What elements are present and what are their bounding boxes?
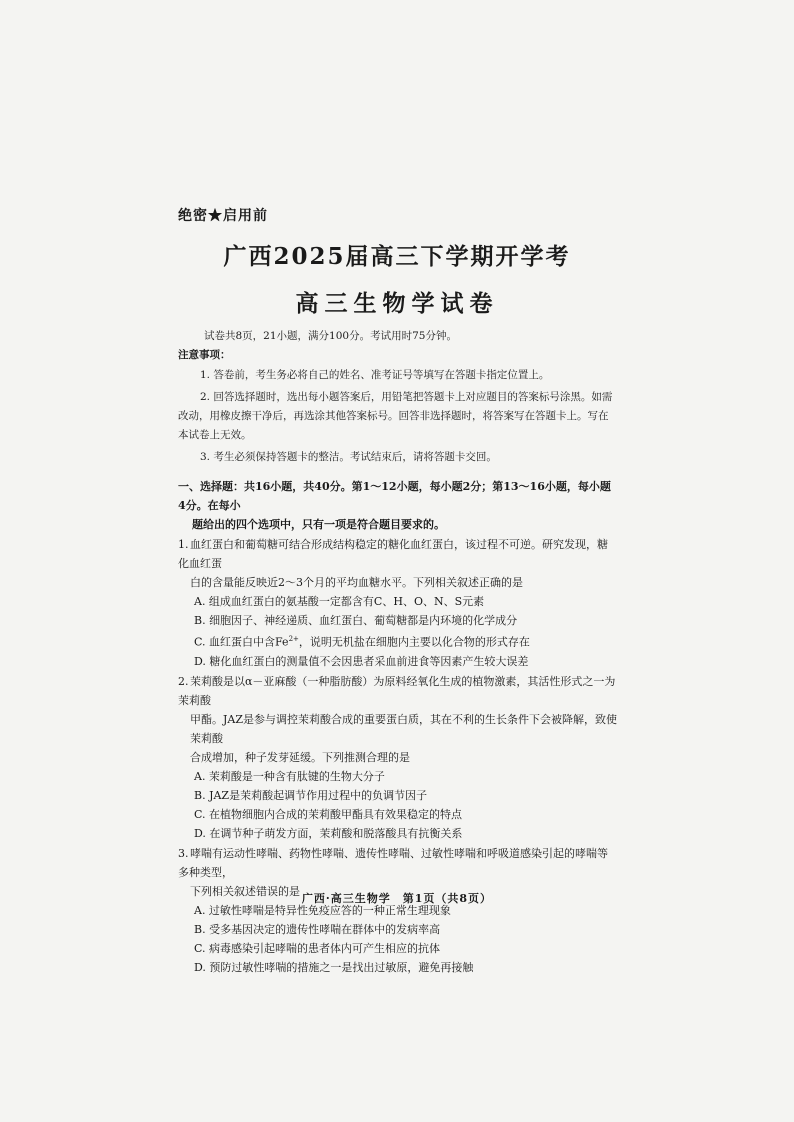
stem-line: 血红蛋白和葡萄糖可结合形成结构稳定的糖化血红蛋白，该过程不可逆。研究发现，糖化血红蛋 <box>178 538 608 570</box>
question-3 <box>178 844 618 977</box>
exam-title: 广西2025届高三下学期开学考 <box>223 243 571 270</box>
option-b: B. 细胞因子、神经递质、血红蛋白、葡萄糖都是内环境的化学成分 <box>194 614 518 627</box>
stem-line: 甲酯。JAZ是参与调控茉莉酸合成的重要蛋白质，其在不利的生长条件下会被降解，致使茉莉酸 <box>190 712 617 745</box>
section-heading-line: 题给出的四个选项中，只有一项是符合题目要求的。 <box>192 518 445 531</box>
exam-info: 试卷共8页，21小题，满分100分。考试用时75分钟。 <box>204 330 457 342</box>
question-number: 3. <box>178 846 189 860</box>
option-a: A. 过敏性哮喘是特异性免疫应答的一种正常生理现象 <box>194 903 451 917</box>
notice-item: 2. 回答选择题时，选出每小题答案后，用铅笔把答题卡上对应题目的答案标号涂黑。如需改动，用橡皮擦干净后，再选涂其他答案标号。回答非选择题时，将答案写在答题卡上。写在本试卷上无效。 <box>178 391 613 441</box>
section-heading-line: 一、选择题：共16小题，共40分。第1～12小题，每小题2分；第13～16小题，每小题4分。在每小 <box>178 480 611 512</box>
option-d: D. 糖化血红蛋白的测量值不会因患者采血前进食等因素产生较大误差 <box>194 654 529 668</box>
question-stem <box>178 672 618 767</box>
ion-charge: 2+ <box>288 635 299 643</box>
option-c-text: ，说明无机盐在细胞内主要以化合物的形式存在 <box>298 635 530 649</box>
confidential-mark: 绝密★启用前 <box>178 208 268 224</box>
question-number: 2. <box>178 674 189 688</box>
stem-line: 合成增加，种子发芽延缓。下列推测合理的是 <box>190 750 410 764</box>
option-d: D. 在调节种子萌发方面，茉莉酸和脱落酸具有抗衡关系 <box>194 826 463 840</box>
question-stem <box>178 535 618 592</box>
question-2 <box>178 672 618 843</box>
option-c: C. 在植物细胞内合成的茉莉酸甲酯具有效果稳定的特点 <box>194 807 463 821</box>
option-c: C. 病毒感染引起哮喘的患者体内可产生相应的抗体 <box>194 941 441 955</box>
option-b: B. JAZ是茉莉酸起调节作用过程中的负调节因子 <box>194 788 428 802</box>
stem-line: 下列相关叙述错误的是 <box>190 884 300 898</box>
option-b: B. 受多基因决定的遗传性哮喘在群体中的发病率高 <box>194 922 441 936</box>
option-d: D. 预防过敏性哮喘的措施之一是找出过敏原，避免再接触 <box>194 960 474 974</box>
notice-item: 3. 考生必须保持答题卡的整洁。考试结束后，请将答题卡交回。 <box>200 451 497 463</box>
stem-line: 哮喘有运动性哮喘、药物性哮喘、遗传性哮喘、过敏性哮喘和呼吸道感染引起的哮喘等多种类型， <box>178 846 608 879</box>
option-c-text: C. 血红蛋白中含Fe <box>194 635 289 649</box>
section-heading <box>178 477 618 534</box>
notice-heading: 注意事项： <box>178 349 231 361</box>
paper-title: 高三生物学试卷 <box>295 290 499 317</box>
notice-item: 1. 答卷前，考生务必将自己的姓名、准考证号等填写在答题卡指定位置上。 <box>200 369 550 381</box>
option-c <box>178 630 618 652</box>
question-number: 1. <box>178 538 189 551</box>
stem-line: 白的含量能反映近2～3个月的平均血糖水平。下列相关叙述正确的是 <box>190 576 523 589</box>
stem-line: 茉莉酸是以α－亚麻酸（一种脂肪酸）为原料经氧化生成的植物激素，其活性形式之一为茉莉酸 <box>178 674 616 707</box>
question-1 <box>178 535 618 671</box>
option-a: A. 组成血红蛋白的氨基酸一定都含有C、H、O、N、S元素 <box>194 595 485 608</box>
notice-list <box>178 366 618 467</box>
page-footer: 广西·高三生物学 第1页（共8页） <box>301 892 493 905</box>
option-a: A. 茉莉酸是一种含有肽键的生物大分子 <box>194 769 385 783</box>
